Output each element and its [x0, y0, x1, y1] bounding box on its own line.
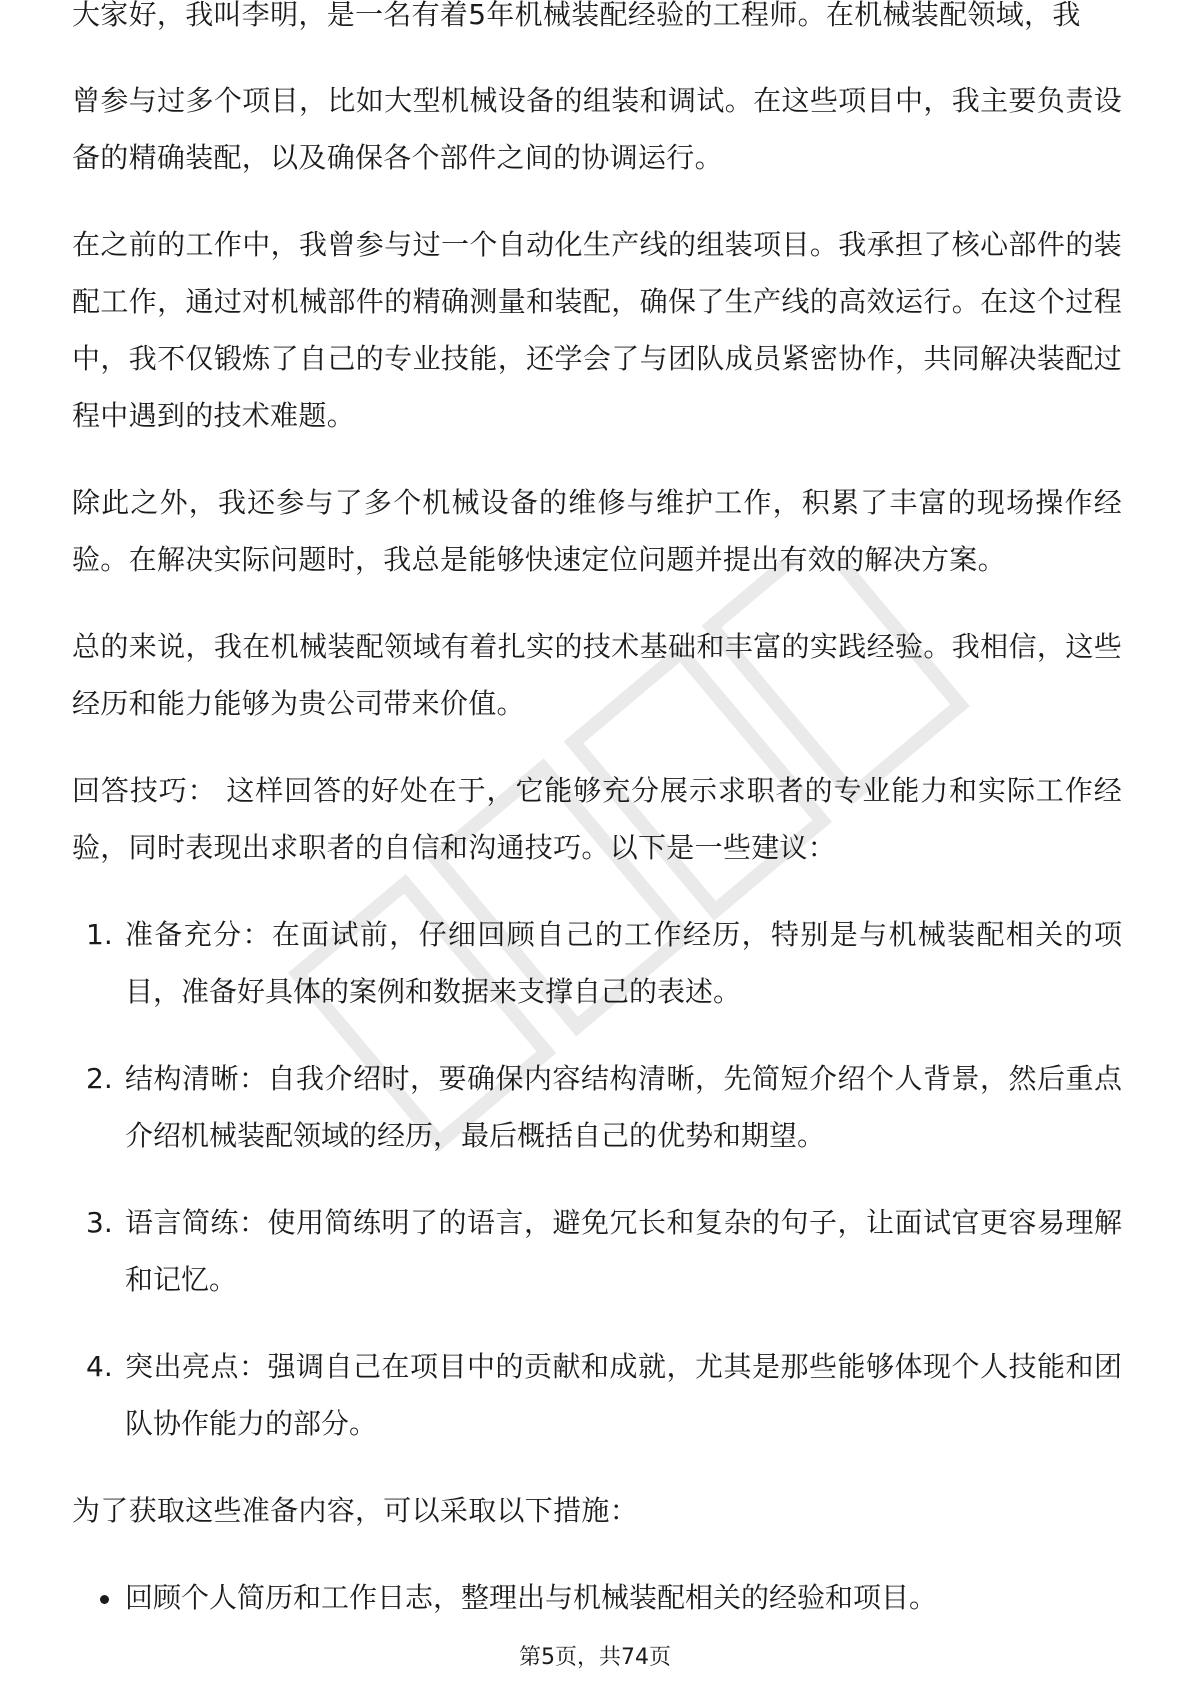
list-item: [72, 1050, 1122, 1164]
document-body: [72, 28, 1122, 1626]
page-footer: 第5页，共74页: [519, 1645, 671, 1670]
measures-intro: 为了获取这些准备内容，可以采取以下措施：: [72, 1494, 639, 1527]
paragraph-maintenance: 除此之外，我还参与了多个机械设备的维修与维护工作，积累了丰富的现场操作经验。在解决实际问题时，我总是能够快速定位问题并提出有效的解决方案。: [72, 486, 1122, 576]
tips-list: [72, 906, 1122, 1452]
intro-paragraph: 曾参与过多个项目，比如大型机械设备的组装和调试。在这些项目中，我主要负责设备的精确装配，以及确保各个部件之间的协调运行。: [72, 84, 1122, 174]
bullet-item: [72, 1569, 1122, 1626]
paragraph-experience: 在之前的工作中，我曾参与过一个自动化生产线的组装项目。我承担了核心部件的装配工作，通过对机械部件的精确测量和装配，确保了生产线的高效运行。在这个过程中，我不仅锻炼了自己的专业技能，还学会了与团队成员紧密协作，共同解决装配过程中遇到的技术难题。: [72, 228, 1122, 432]
paragraph-answer-tips: 回答技巧： 这样回答的好处在于，它能够充分展示求职者的专业能力和实际工作经验，同时表现出求职者的自信和沟通技巧。以下是一些建议：: [72, 774, 1122, 864]
list-item: [72, 1194, 1122, 1308]
list-item-number: 1.: [86, 918, 113, 951]
list-item-text: 准备充分：在面试前，仔细回顾自己的工作经历，特别是与机械装配相关的项目，准备好具体的案例和数据来支撑自己的表述。: [125, 918, 1122, 1008]
list-item-text: 语言简练：使用简练明了的语言，避免冗长和复杂的句子，让面试官更容易理解和记忆。: [125, 1206, 1122, 1296]
bullet-item-text: 回顾个人简历和工作日志，整理出与机械装配相关的经验和项目。: [125, 1581, 938, 1614]
bullet-dot-icon: [100, 1595, 109, 1604]
list-item-text: 突出亮点：强调自己在项目中的贡献和成就，尤其是那些能够体现个人技能和团队协作能力的部分。: [125, 1350, 1122, 1440]
list-item-number: 4.: [86, 1350, 113, 1383]
list-item-number: 3.: [86, 1206, 113, 1239]
paragraph-summary: 总的来说，我在机械装配领域有着扎实的技术基础和丰富的实践经验。我相信，这些经历和能力能够为贵公司带来价值。: [72, 630, 1122, 720]
list-item-number: 2.: [86, 1062, 113, 1095]
list-item: [72, 906, 1122, 1020]
list-item-text: 结构清晰：自我介绍时，要确保内容结构清晰，先简短介绍个人背景，然后重点介绍机械装配领域的经历，最后概括自己的优势和期望。: [125, 1062, 1122, 1152]
list-item: [72, 1338, 1122, 1452]
top-cut-line-text: 大家好，我叫李明，是一名有着5年机械装配经验的工程师。在机械装配领域，我: [72, 0, 1081, 31]
measures-list: [72, 1569, 1122, 1626]
